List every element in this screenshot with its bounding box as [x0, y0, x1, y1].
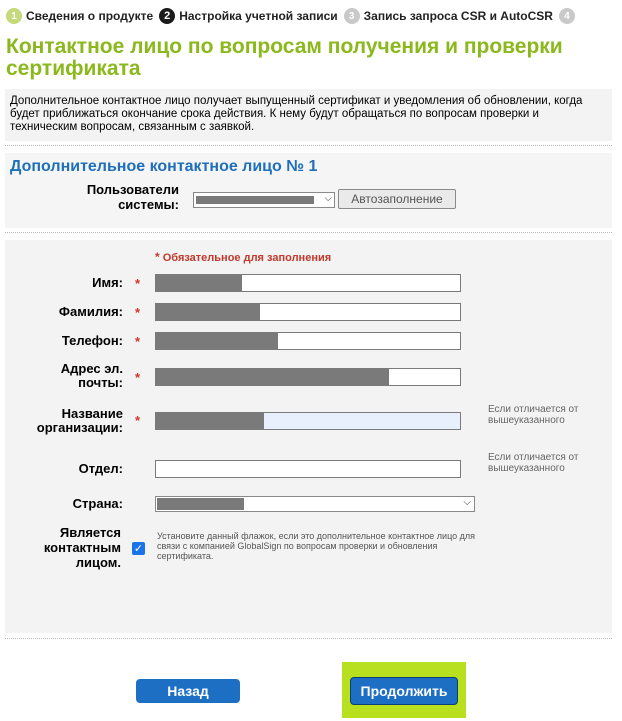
step-4 — [559, 8, 579, 24]
country-label: Страна: — [72, 496, 123, 511]
step-1 — [6, 8, 153, 24]
back-button[interactable]: Назад — [136, 679, 240, 703]
redacted-value — [156, 304, 260, 320]
contact-title: Дополнительное контактное лицо № 1 — [10, 158, 318, 175]
redacted-value — [156, 413, 264, 429]
email-field[interactable] — [155, 368, 461, 386]
redacted-value — [196, 196, 314, 204]
step-1-number: 1 — [6, 8, 22, 24]
organization-note: Если отличается от вышеуказанного — [488, 404, 579, 426]
step-3-number: 3 — [344, 8, 360, 24]
first-name-field[interactable] — [155, 274, 461, 292]
required-note-text: Обязательное для заполнения — [162, 252, 332, 264]
last-name-field[interactable] — [155, 303, 461, 321]
required-star: * — [135, 276, 141, 291]
last-name-label: Фамилия: — [58, 304, 123, 319]
is-contact-checkbox[interactable] — [132, 542, 145, 555]
chevron-down-icon: ⌵ — [324, 193, 332, 204]
divider — [5, 638, 612, 639]
required-star: * — [135, 305, 141, 320]
step-2-number: 2 — [159, 8, 175, 24]
required-star: * — [135, 334, 141, 349]
phone-field[interactable] — [155, 332, 461, 350]
email-label: Адрес эл. почты: — [60, 361, 123, 390]
divider — [5, 232, 612, 233]
is-contact-help: Установите данный флажок, если это дополнительное контактное лицо для связи с компанией GlobalSign по вопросам проверки и обновления сертификата. — [157, 531, 476, 561]
department-label: Отдел: — [78, 461, 123, 476]
intro-text: Дополнительное контактное лицо получает выпущенный сертификат и уведомления об обновлении, когда будет приближаться окончание срока действия. К нему будут обращаться по вопросам проверки и техническим вопросам, связанным с заявкой. — [5, 89, 612, 141]
department-field[interactable] — [155, 460, 461, 478]
organization-label: Название организации: — [36, 406, 123, 435]
required-note — [155, 250, 331, 264]
check-icon: ✓ — [133, 543, 144, 555]
step-3 — [344, 8, 553, 24]
progress-steps — [6, 6, 585, 26]
step-2-label: Настройка учетной записи — [179, 9, 338, 23]
required-star: * — [155, 250, 160, 264]
required-star: * — [135, 413, 141, 428]
required-star: * — [135, 370, 141, 385]
phone-label: Телефон: — [61, 333, 123, 348]
autofill-button[interactable]: Автозаполнение — [338, 189, 456, 209]
is-contact-label: Является контактным лицом. — [43, 525, 121, 570]
page-title: Контактное лицо по вопросам получения и проверки сертификата — [6, 35, 563, 80]
system-users-select[interactable] — [193, 192, 335, 208]
country-select[interactable] — [155, 496, 475, 512]
redacted-value — [156, 275, 242, 291]
redacted-value — [157, 498, 244, 510]
step-4-number: 4 — [559, 8, 575, 24]
organization-field[interactable] — [155, 412, 461, 430]
contact-header-section — [5, 153, 612, 228]
divider — [5, 145, 612, 146]
step-1-label: Сведения о продукте — [26, 9, 154, 23]
step-2 — [159, 8, 337, 24]
chevron-down-icon: ⌵ — [463, 497, 471, 508]
step-3-label: Запись запроса CSR и AutoCSR — [363, 9, 553, 23]
redacted-value — [156, 333, 278, 349]
department-note: Если отличается от вышеуказанного — [488, 452, 579, 474]
first-name-label: Имя: — [92, 275, 123, 290]
continue-button[interactable]: Продолжить — [350, 677, 458, 705]
redacted-value — [156, 369, 389, 385]
contact-form — [5, 240, 612, 633]
system-users-label: Пользователи системы: — [86, 182, 179, 212]
